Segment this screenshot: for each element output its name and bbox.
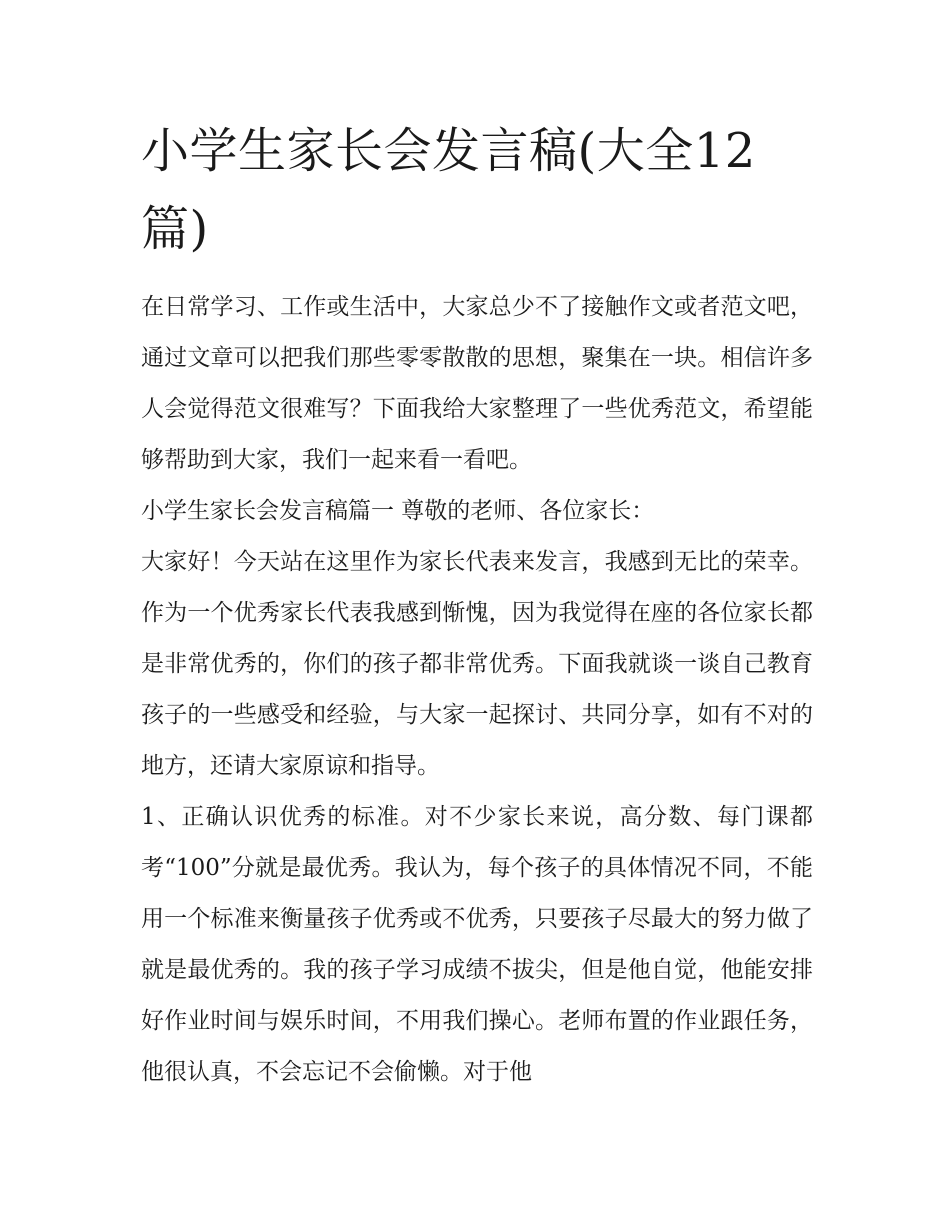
intro-paragraph: 在日常学习、工作或生活中，大家总少不了接触作文或者范文吧，通过文章可以把我们那些零零散散的思想，聚集在一块。相信许多人会觉得范文很难写？下面我给大家整理了一些优秀范文，希望能够帮助到大家，我们一起来看一看吧。 — [141, 294, 813, 473]
greeting-paragraph: 大家好！今天站在这里作为家长代表来发言，我感到无比的荣幸。作为一个优秀家长代表我感到惭愧，因为我觉得在座的各位家长都是非常优秀的，你们的孩子都非常优秀。下面我就谈一谈自己教育孩子的一些感受和经验，与大家一起探讨、共同分享，如有不对的地方，还请大家原谅和指导。 — [141, 549, 813, 779]
section-heading-paragraph: 小学生家长会发言稿篇一 尊敬的老师、各位家长： — [141, 498, 655, 524]
point-one-paragraph: 1、正确认识优秀的标准。对不少家长来说，高分数、每门课都考“100”分就是最优秀。我认为，每个孩子的具体情况不同，不能用一个标准来衡量孩子优秀或不优秀，只要孩子尽最大的努力做了就是最优秀的。我的孩子学习成绩不拔尖，但是他自觉，他能安排好作业时间与娱乐时间，不用我们操心。老师布置的作业跟任务，他很认真，不会忘记不会偷懒。对于他 — [141, 804, 813, 1085]
document-page — [141, 112, 813, 1098]
document-title: 小学生家长会发言稿(大全12篇) — [141, 123, 756, 257]
